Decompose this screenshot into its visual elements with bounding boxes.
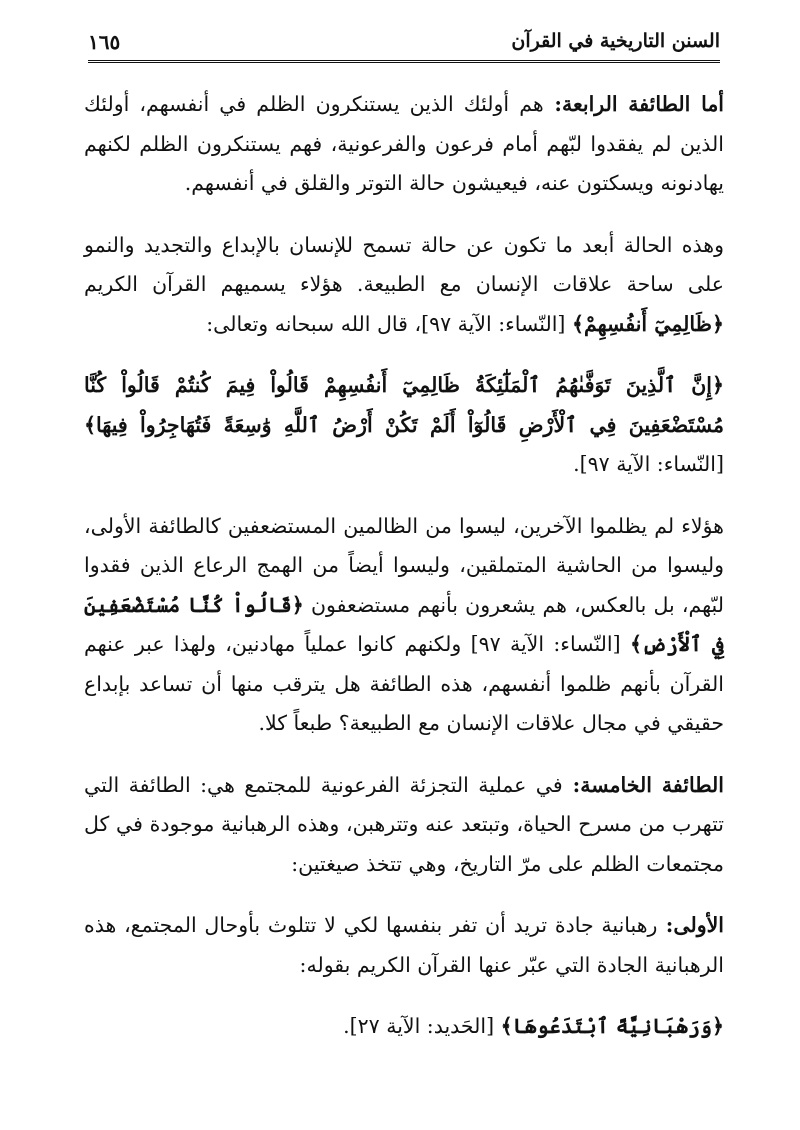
paragraph-text: هم أولئك الذين يستنكرون الظلم في أنفسهم، أولئك الذين لم يفقدوا لبّهم أمام فرعون والفرعونية، فهم يستنكرون الظلم لكنهم يهادنونه ويسكتون عنه، فيعيشون حالة التوتر والقلق في أنفسهم. — [84, 92, 724, 195]
section-heading: الأولى: — [657, 913, 724, 937]
paragraph-first-form — [84, 906, 724, 985]
paragraph-fifth-group — [84, 766, 724, 885]
verse-citation: [النّساء: الآية ٩٧]. — [573, 452, 724, 476]
page-body — [84, 85, 724, 1069]
paragraph-text: في عملية التجزئة الفرعونية للمجتمع هي: الطائفة التي تتهرب من مسرح الحياة، وتبتعد عنه وتترهبن، وهذه الرهبانية موجودة في كل مجتمعات الظلم على مرّ التاريخ، وهي تتخذ صيغتين: — [84, 772, 724, 876]
paragraph-text: هؤلاء لم يظلموا الآخرين، ليسوا من الظالمين المستضعفين كالطائفة الأولى، وليسوا من الحاشية المتملقين، وليسوا أيضاً من الهمج الرعاع الذين فقدوا لبّهم، بل بالعكس، هم يشعرون بأنهم مستضعفون — [84, 513, 724, 617]
paragraph-text: وهذه الحالة أبعد ما تكون عن حالة تسمح للإنسان بالإبداع والتجديد والنمو على ساحة علاقات الإنسان مع الطبيعة. هؤلاء يسميهم القرآن الكريم — [84, 232, 724, 296]
quran-verse: ﴿ظَالِمِيٓ أَنفُسِهِمْ﴾ — [571, 311, 724, 336]
running-title: السنن التاريخية في القرآن — [511, 30, 720, 52]
page-number: ١٦٥ — [88, 30, 121, 54]
paragraph-monasticism-verse — [84, 1007, 724, 1047]
verse-citation: [النّساء: الآية ٩٧]، قال الله سبحانه وتعالى: — [206, 311, 572, 336]
quran-verse: ﴿وَرَهْبَانِيَّةً ٱبْتَدَعُوهَا﴾ — [500, 1014, 724, 1038]
paragraph-fourth-group — [84, 85, 724, 204]
page-header — [88, 30, 720, 63]
verse-citation: [النّساء: الآية ٩٧] ولكنهم كانوا عملياً مهادنين، ولهذا عبر عنهم القرآن بأنهم ظلموا أنفسهم، هذه الطائفة هل يترقب منها أن تساعد بإبداع حقيقي في مجال علاقات الإنسان مع الطبيعة؟ طبعاً كلا. — [84, 632, 724, 735]
section-heading: الطائفة الخامسة: — [562, 772, 724, 797]
verse-citation: [الحَديد: الآية ٢٧]. — [343, 1014, 501, 1038]
paragraph-oppressed — [84, 507, 724, 744]
paragraph-text: رهبانية جادة تريد أن تفر بنفسها لكي لا تتلوث بأوحال المجتمع، هذه الرهبانية الجادة التي عبّر عنها القرآن الكريم بقوله: — [84, 913, 724, 977]
quran-verse: ﴿إِنَّ ٱلَّذِينَ تَوَفَّىٰهُمُ ٱلْمَلَٰٓئِكَةُ ظَالِمِيٓ أَنفُسِهِمْ قَالُواْ فِيمَ كُنتُمْ قَالُواْ كُنَّا مُسْتَضْعَفِينَ فِي ٱلْأَرْضِ قَالُوٓاْ أَلَمْ تَكُنْ أَرْضُ ٱللَّهِ وَٰسِعَةً فَتُهَاجِرُواْ فِيهَا﴾ — [84, 373, 724, 437]
section-heading: أما الطائفة الرابعة: — [543, 92, 724, 116]
paragraph-creativity — [84, 226, 724, 345]
quran-verse: ﴿قَالُواْ كُنَّا مُسْتَضْعَفِينَ فِي ٱلْأَرْضِ﴾ — [84, 592, 724, 656]
paragraph-verse-quote — [84, 366, 724, 485]
